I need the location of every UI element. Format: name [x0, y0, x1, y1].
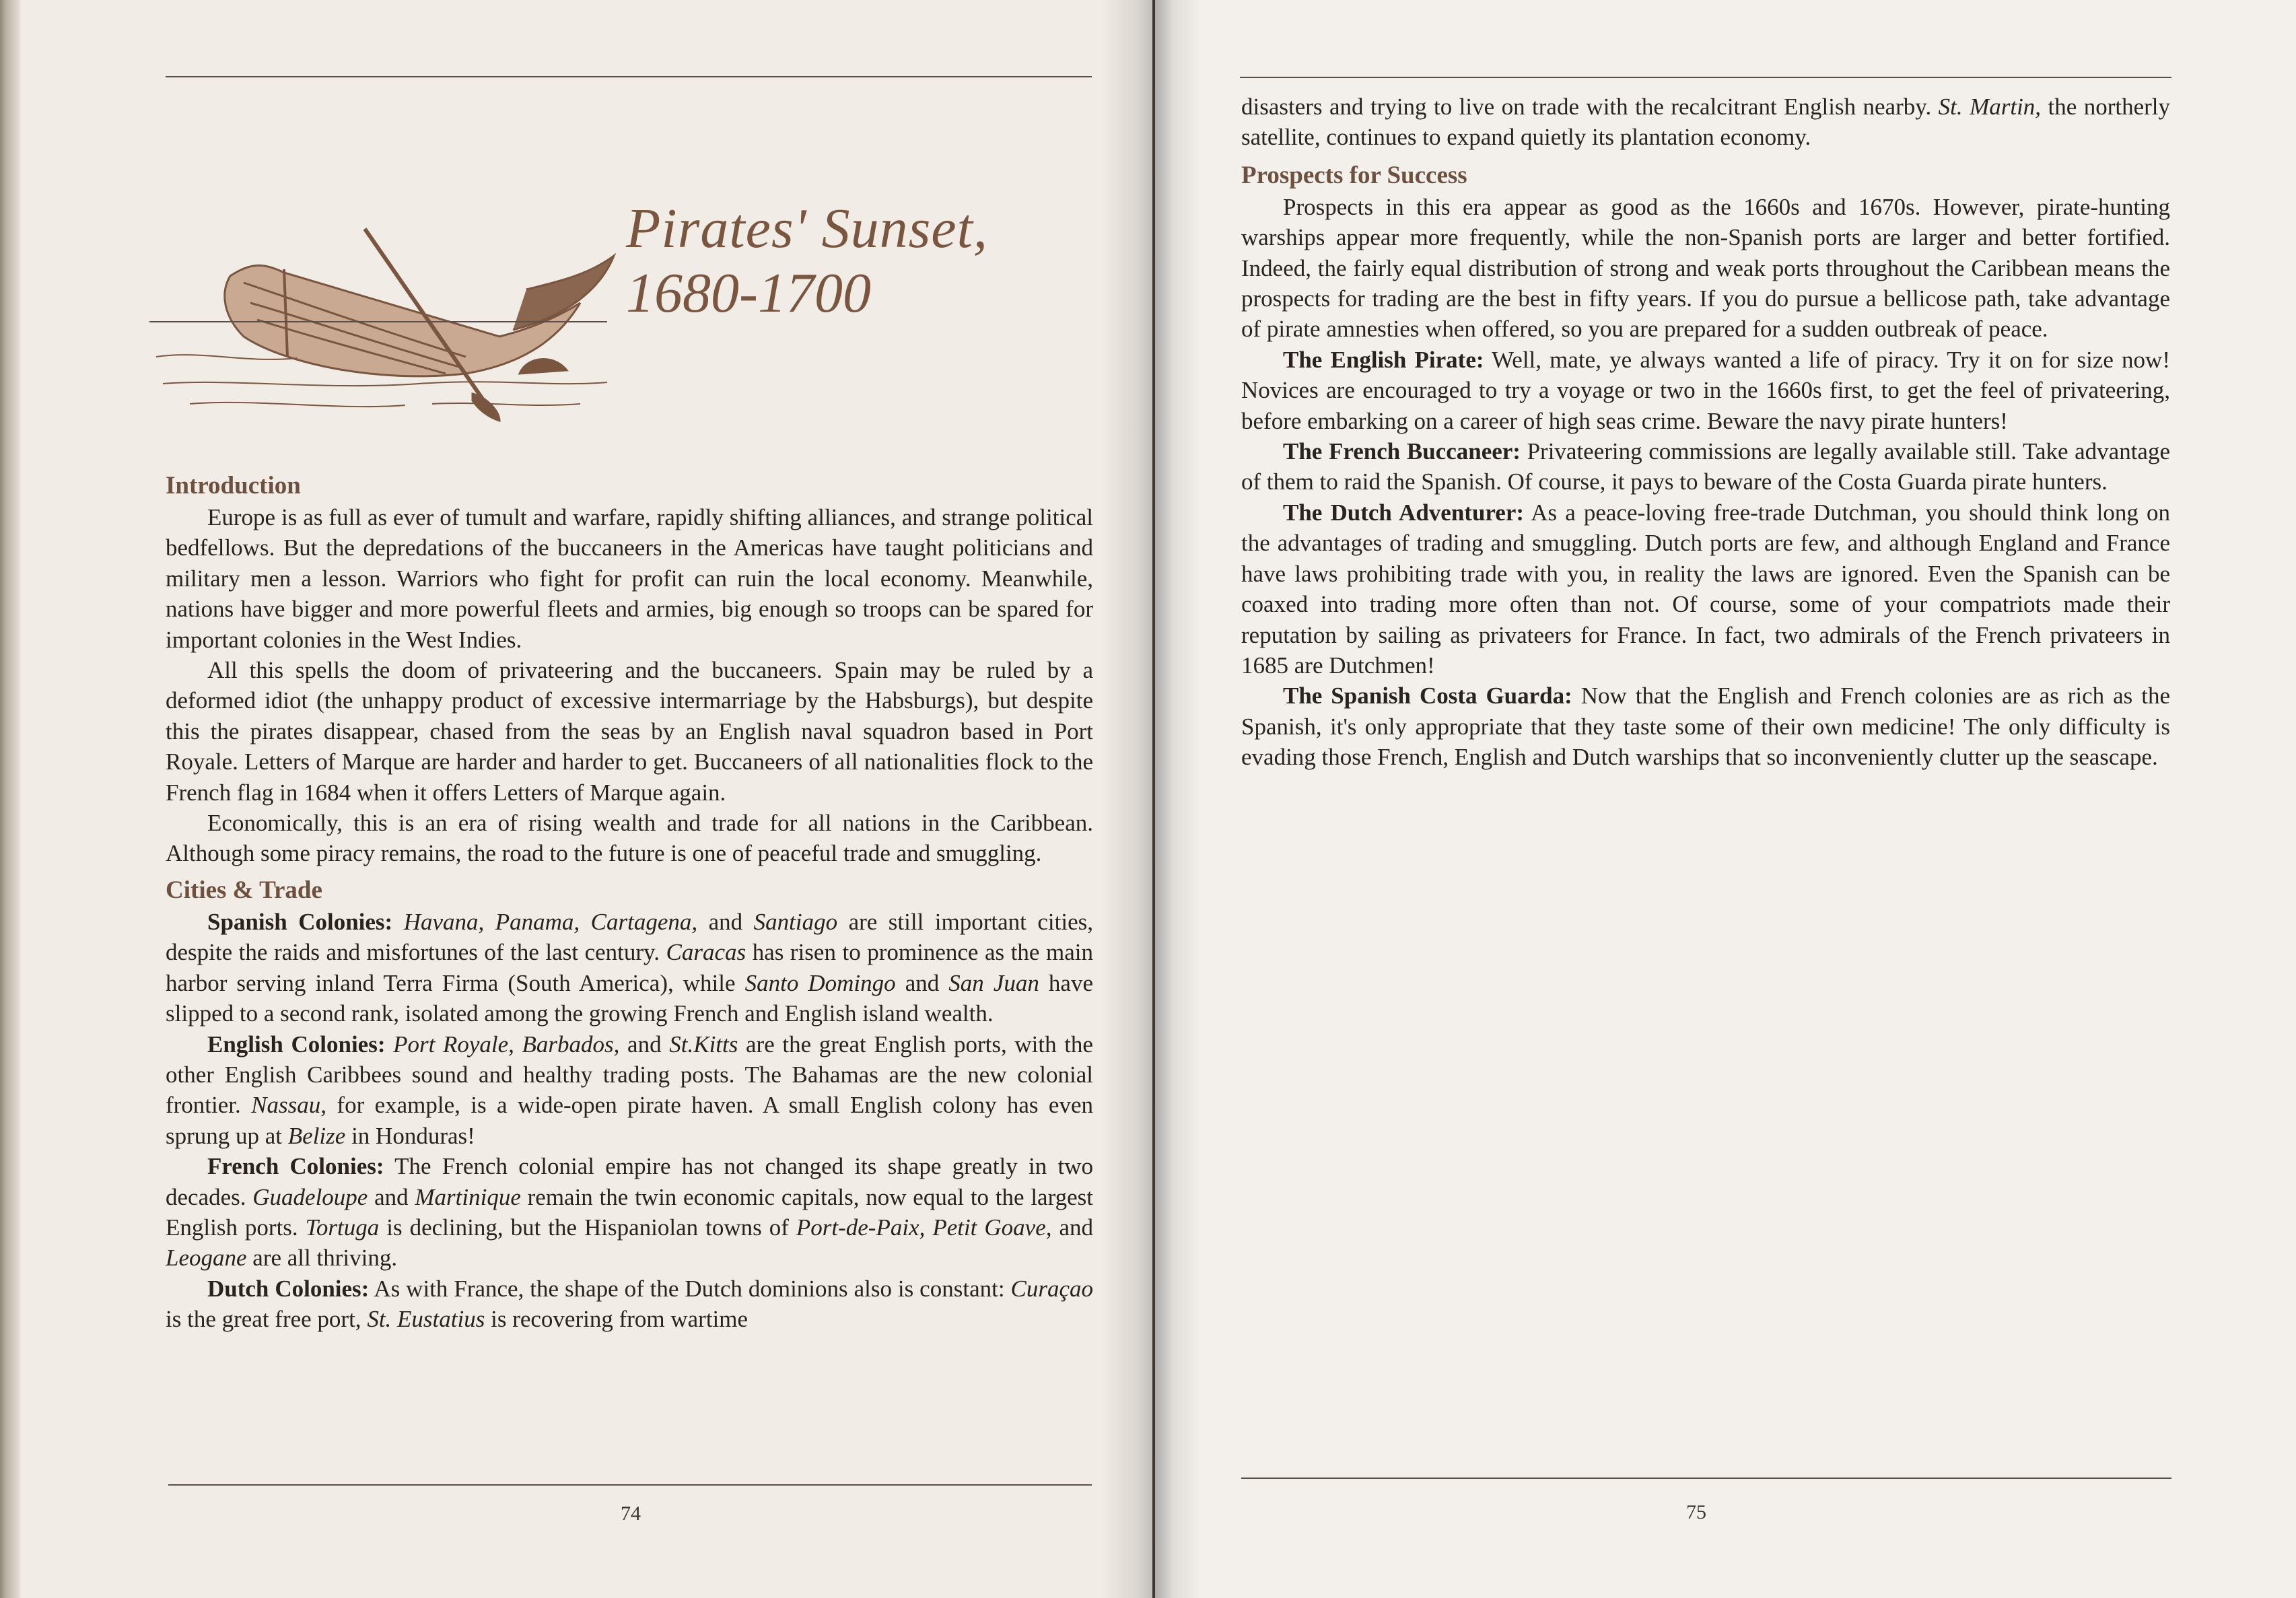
rowboat-illustration — [149, 202, 621, 424]
spanish-costa-guarda-paragraph: The Spanish Costa Guarda: Now that the English and French colonies are as rich as the Spanish, it's only appropriate that they taste some of their own medicine! The only difficulty is evading those French, English and Dutch warships that so inconveniently clutter up the seascape. — [1241, 683, 2170, 771]
right-page — [1155, 0, 2296, 1598]
title-underline — [149, 321, 607, 322]
spanish-colonies-paragraph: Spanish Colonies: Havana, Panama, Cartagena, and Santiago are still important cities, despite the raids and misfortunes of the last century. Caracas has risen to prominence as the main harbor serving inland Terra Firma (South America), while Santo Domingo and San Juan have slipped to a second rank, isolated among the growing French and English island wealth. — [166, 908, 1093, 1027]
heading-introduction: Introduction — [166, 472, 301, 499]
dutch-adventurer-lead: The Dutch Adventurer: — [1283, 499, 1525, 526]
intro-paragraph-1: Europe is as full as ever of tumult and warfare, rapidly shifting alliances, and strange political bedfellows. But the depredations of the buccaneers in the Americas have taught politicians and military men a lesson. Warriors who fight for profit can ruin the local economy. Meanwhile, nations have bigger and more powerful fleets and armies, big enough so troops can be spared for important colonies in the West Indies. — [166, 504, 1093, 653]
dutch-colonies-paragraph: Dutch Colonies: As with France, the shape of the Dutch dominions also is constant: Curaçao is the great free port, St. Eustatius is recovering from wartime — [166, 1275, 1093, 1333]
intro-paragraph-3: Economically, this is an era of rising wealth and trade for all nations in the Caribbean. Although some piracy remains, the road to the future is one of peaceful trade and smuggling. — [166, 810, 1093, 867]
prospects-paragraph: Prospects in this era appear as good as the 1660s and 1670s. However, pirate-hunting warships appear more frequently, while the non-Spanish ports are larger and better fortified. Indeed, the fairly equal distribution of strong and weak ports throughout the Caribbean means the prospects for trading are the best in fifty years. If you do pursue a bellicose path, take advantage of pirate amnesties when offered, so you are prepared for a sudden outbreak of peace. — [1241, 193, 2170, 343]
english-pirate-lead: The English Pirate: — [1283, 346, 1484, 373]
intro-paragraph-2: All this spells the doom of privateering and the buccaneers. Spain may be ruled by a deformed idiot (the unhappy product of excessive intermarriage by the Habsburgs), but despite this the pirates disappear, chased from the seas by an English naval squadron based in Port Royale. Letters of Marque are harder and harder to get. Buccaneers of all nationalities flock to the French flag in 1684 when it offers Letters of Marque again. — [166, 657, 1093, 806]
french-buccaneer-paragraph: The French Buccaneer: Privateering commissions are legally available still. Take advantage of them to raid the Spanish. Of course, it pays to beware of the Costa Guarda pirate hunters. — [1241, 438, 2171, 495]
english-pirate-paragraph: The English Pirate: Well, mate, ye always wanted a life of piracy. Try it on for size now! Novices are encouraged to try a voyage or two in the 1660s first, to get the feel of privateering, before embarking on a career of high seas crime. Beware the navy pirate hunters! — [1241, 346, 2170, 434]
heading-prospects: Prospects for Success — [1241, 161, 1467, 189]
heading-cities-trade: Cities & Trade — [166, 876, 322, 904]
french-buccaneer-lead: The French Buccaneer: — [1283, 438, 1521, 465]
bottom-rule — [168, 1484, 1092, 1486]
left-text-column — [166, 470, 1093, 1335]
top-rule — [166, 76, 1092, 77]
page-number: 75 — [1686, 1501, 1706, 1523]
gutter-shadow — [1155, 0, 1202, 1598]
chapter-title — [626, 195, 988, 327]
spanish-costa-guarda-lead: The Spanish Costa Guarda: — [1283, 683, 1572, 709]
gutter-shadow — [1101, 0, 1155, 1598]
dutch-adventurer-paragraph: The Dutch Adventurer: As a peace-loving free-trade Dutchman, you should think long on the advantages of trading and smuggling. Dutch ports are few, and although England and France have laws prohibiting trade with you, in reality the laws are ignored. Even the Spanish can be coaxed into trading more often than not. Of course, some of your compatriots made their reputation by sailing as privateers for France. In fact, two admirals of the French privateers in 1685 are Dutchmen! — [1241, 499, 2170, 679]
bottom-rule — [1241, 1478, 2171, 1479]
dutch-colonies-lead: Dutch Colonies: — [207, 1275, 370, 1302]
right-text-column — [1241, 92, 2170, 773]
spanish-colonies-lead: Spanish Colonies: — [207, 908, 393, 935]
top-rule — [1240, 77, 2171, 78]
page-edge — [0, 0, 20, 1598]
french-colonies-paragraph: French Colonies: The French colonial empire has not changed its shape greatly in two decades. Guadeloupe and Martinique remain the twin economic capitals, now equal to the largest English ports. Tortuga is declining, but the Hispaniolan towns of Port-de-Paix, Petit Goave, and Leogane are all thriving. — [166, 1153, 1094, 1272]
title-line-2: 1680-1700 — [626, 262, 871, 324]
french-colonies-lead: French Colonies: — [207, 1153, 384, 1180]
english-colonies-lead: English Colonies: — [207, 1031, 386, 1057]
continued-paragraph: disasters and trying to live on trade with the recalcitrant English nearby. St. Martin, the northerly satellite, continues to expand quietly its plantation economy. — [1241, 94, 2171, 151]
page-number: 74 — [621, 1502, 641, 1525]
english-colonies-paragraph: English Colonies: Port Royale, Barbados, and St.Kitts are the great English ports, with the other English Caribbees sound and healthy trading posts. The Bahamas are the new colonial frontier. Nassau, for example, is a wide-open pirate haven. A small English colony has even sprung up at Belize in Honduras! — [166, 1031, 1093, 1149]
rowboat-icon — [156, 229, 614, 421]
title-line-1: Pirates' Sunset, — [626, 197, 988, 260]
